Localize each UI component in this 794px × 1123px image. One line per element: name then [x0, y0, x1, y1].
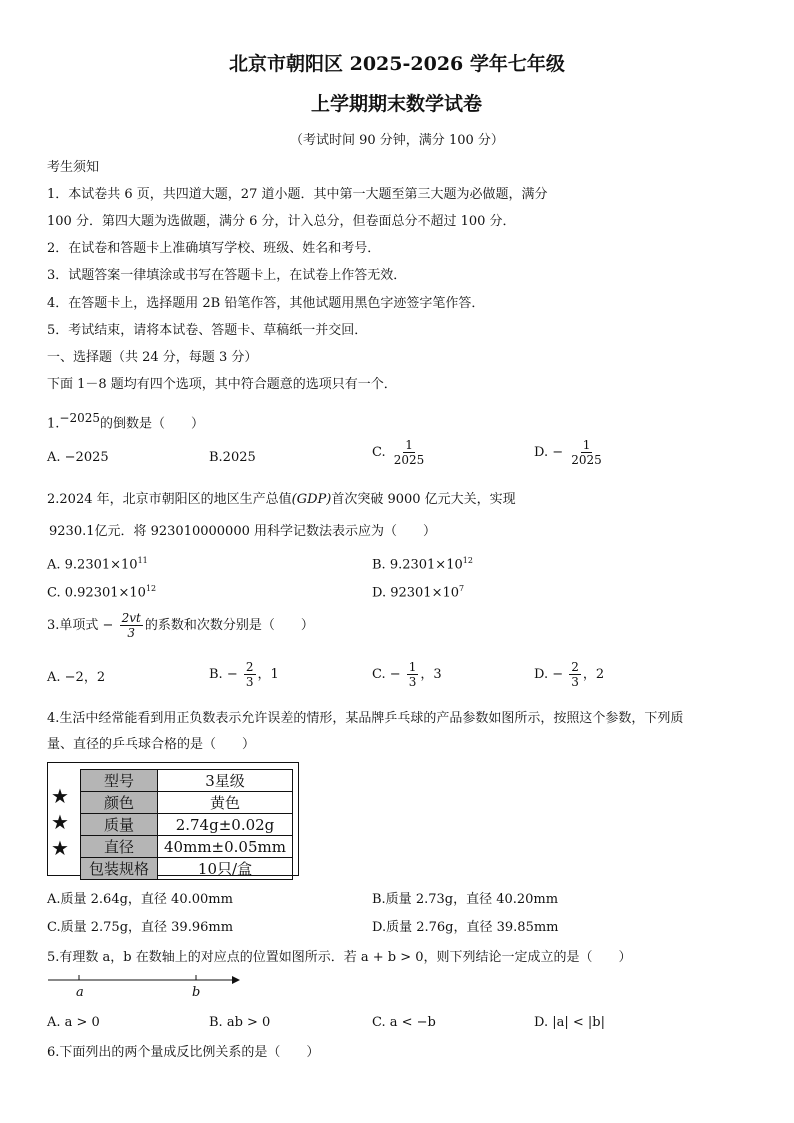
table-row	[81, 814, 293, 836]
exponent: 12	[145, 584, 157, 593]
table-row	[81, 858, 293, 880]
table-row	[81, 792, 293, 814]
option-label: D. −	[534, 445, 564, 460]
numerator: 1	[582, 438, 591, 452]
fraction	[407, 660, 419, 689]
q1-option-d[interactable]	[534, 438, 606, 467]
param-key: 包装规格	[81, 858, 158, 880]
denominator: 3	[127, 626, 136, 640]
question-number: 1.	[47, 416, 60, 432]
q5-option-c[interactable]: C. a < −b	[372, 1015, 436, 1030]
section-intro: 下面 1－8 题均有四个选项，其中符合题意的选项只有一个．	[47, 377, 397, 392]
question-1	[47, 410, 204, 432]
param-value: 40mm±0.05mm	[158, 836, 293, 858]
param-value: 2.74g±0.02g	[158, 814, 293, 836]
q5-option-a[interactable]: A. a > 0	[47, 1015, 100, 1030]
fraction	[392, 438, 427, 467]
notice-item-1a: 1．本试卷共 6 页，共四道大题，27 道小题．其中第一大题至第三大题为必做题，满分	[47, 187, 548, 202]
option-label: C.	[372, 445, 386, 460]
param-key: 直径	[81, 836, 158, 858]
denominator: 3	[571, 675, 579, 689]
q2-option-a[interactable]	[47, 553, 148, 573]
star-rating	[49, 783, 71, 861]
q2-option-d[interactable]	[372, 581, 464, 601]
param-key: 型号	[81, 770, 158, 792]
question-text: 的系数和次数分别是（ ）	[144, 618, 314, 633]
fraction	[569, 438, 604, 467]
q2-option-b[interactable]	[372, 553, 473, 573]
exam-title-line2: 上学期期末数学试卷	[311, 93, 483, 115]
q1-option-c[interactable]	[372, 438, 428, 467]
q1-option-b[interactable]: B.2025	[209, 450, 256, 465]
expression: −2025	[59, 411, 100, 425]
param-key: 颜色	[81, 792, 158, 814]
question-text: 的倒数是（ ）	[100, 416, 205, 432]
label-a: a	[76, 985, 84, 1000]
numerator: 2	[571, 660, 579, 674]
q1-option-a[interactable]: A. −2025	[47, 450, 109, 465]
numerator: 1	[405, 438, 413, 452]
q3-option-c[interactable]	[372, 660, 442, 689]
param-value: 黄色	[158, 792, 293, 814]
param-value: 3星级	[158, 770, 293, 792]
denominator: 3	[245, 675, 254, 689]
gdp-term: (GDP)	[291, 492, 332, 507]
option-label: D. −	[534, 667, 564, 682]
q3-option-a[interactable]: A. −2，2	[47, 670, 106, 685]
numerator: 2vt	[121, 611, 141, 625]
question-4-line2: 量、直径的乒乓球合格的是（ ）	[47, 737, 256, 752]
numerator: 1	[408, 660, 417, 674]
exam-title: 北京市朝阳区 2025-2026 学年七年级	[229, 53, 565, 75]
option-text: B. 9.2301×10	[372, 557, 463, 573]
numerator: 2	[245, 660, 254, 674]
notice-item-1b: 100 分．第四大题为选做题，满分 6 分，计入总分，但卷面总分不超过 100 分．	[47, 214, 516, 229]
option-text: C. 0.92301×10	[47, 585, 146, 601]
option-tail: ，3	[420, 667, 442, 682]
q4-option-a[interactable]: A.质量 2.64g，直径 40.00mm	[47, 892, 233, 907]
exam-subtitle: （考试时间 90 分钟，满分 100 分）	[290, 133, 504, 148]
table-row	[81, 770, 293, 792]
question-4-line1: 4.生活中经常能看到用正负数表示允许误差的情形，某品牌乒乓球的产品参数如图所示，按照这个参数，下列质	[47, 711, 684, 726]
param-value: 10只/盒	[158, 858, 293, 880]
label-b: b	[192, 985, 201, 1000]
question-6: 6.下面列出的两个量成反比例关系的是（ ）	[47, 1045, 320, 1060]
question-5: 5.有理数 a，b 在数轴上的对应点的位置如图所示．若 a + b > 0，则下列结论一定成立的是（ ）	[47, 950, 632, 965]
fraction	[244, 660, 256, 689]
exponent: 11	[137, 556, 148, 565]
star-icon: ★	[51, 836, 69, 860]
q5-option-b[interactable]: B. ab > 0	[209, 1015, 271, 1030]
question-3	[47, 611, 314, 640]
option-tail: ，2	[582, 667, 605, 682]
arrow-head-icon	[232, 976, 240, 984]
denominator: 2025	[571, 453, 602, 467]
product-parameter-table	[80, 769, 293, 880]
notice-heading: 考生须知	[47, 160, 100, 175]
option-text: A. 9.2301×10	[47, 557, 138, 573]
exponent: 7	[459, 584, 465, 593]
question-text: 3.单项式 −	[47, 618, 114, 633]
q3-option-b[interactable]	[209, 660, 279, 689]
star-icon: ★	[51, 810, 69, 834]
question-2-line1	[47, 492, 516, 508]
fraction	[569, 660, 581, 689]
exponent: 12	[462, 556, 473, 565]
section-heading: 一、选择题（共 24 分，每题 3 分）	[47, 350, 258, 365]
option-label: C. −	[372, 667, 401, 682]
number-line	[46, 972, 246, 1002]
option-tail: ，1	[257, 667, 279, 682]
notice-item-2: 2．在试卷和答题卡上准确填写学校、班级、姓名和考号．	[47, 241, 381, 256]
fraction	[120, 611, 143, 640]
notice-item-4: 4．在答题卡上，选择题用 2B 铅笔作答，其他试题用黑色字迹签字笔作答．	[47, 296, 485, 311]
q4-option-d[interactable]: D.质量 2.76g，直径 39.85mm	[372, 920, 559, 935]
star-icon: ★	[51, 784, 69, 808]
notice-item-3: 3．试题答案一律填涂或书写在答题卡上，在试卷上作答无效．	[47, 268, 407, 283]
table-row	[81, 836, 293, 858]
option-label: B. −	[209, 667, 238, 682]
q3-option-d[interactable]	[534, 660, 604, 689]
notice-item-5: 5．考试结束，请将本试卷、答题卡、草稿纸一并交回．	[47, 323, 368, 338]
q4-option-b[interactable]: B.质量 2.73g，直径 40.20mm	[372, 892, 559, 907]
question-text: 首次突破 9000 亿元大关，实现	[331, 492, 516, 507]
denominator: 2025	[393, 453, 425, 467]
question-2-line2: 9230.1亿元．将 923010000000 用科学记数法表示应为（ ）	[49, 524, 437, 539]
question-text: 2.2024 年，北京市朝阳区的地区生产总值	[47, 492, 292, 507]
param-key: 质量	[81, 814, 158, 836]
option-text: D. 92301×10	[372, 585, 460, 601]
q4-option-c[interactable]: C.质量 2.75g，直径 39.96mm	[47, 920, 234, 935]
q2-option-c[interactable]	[47, 581, 156, 601]
q5-option-d[interactable]: D. |a| < |b|	[534, 1015, 605, 1030]
denominator: 3	[408, 675, 417, 689]
